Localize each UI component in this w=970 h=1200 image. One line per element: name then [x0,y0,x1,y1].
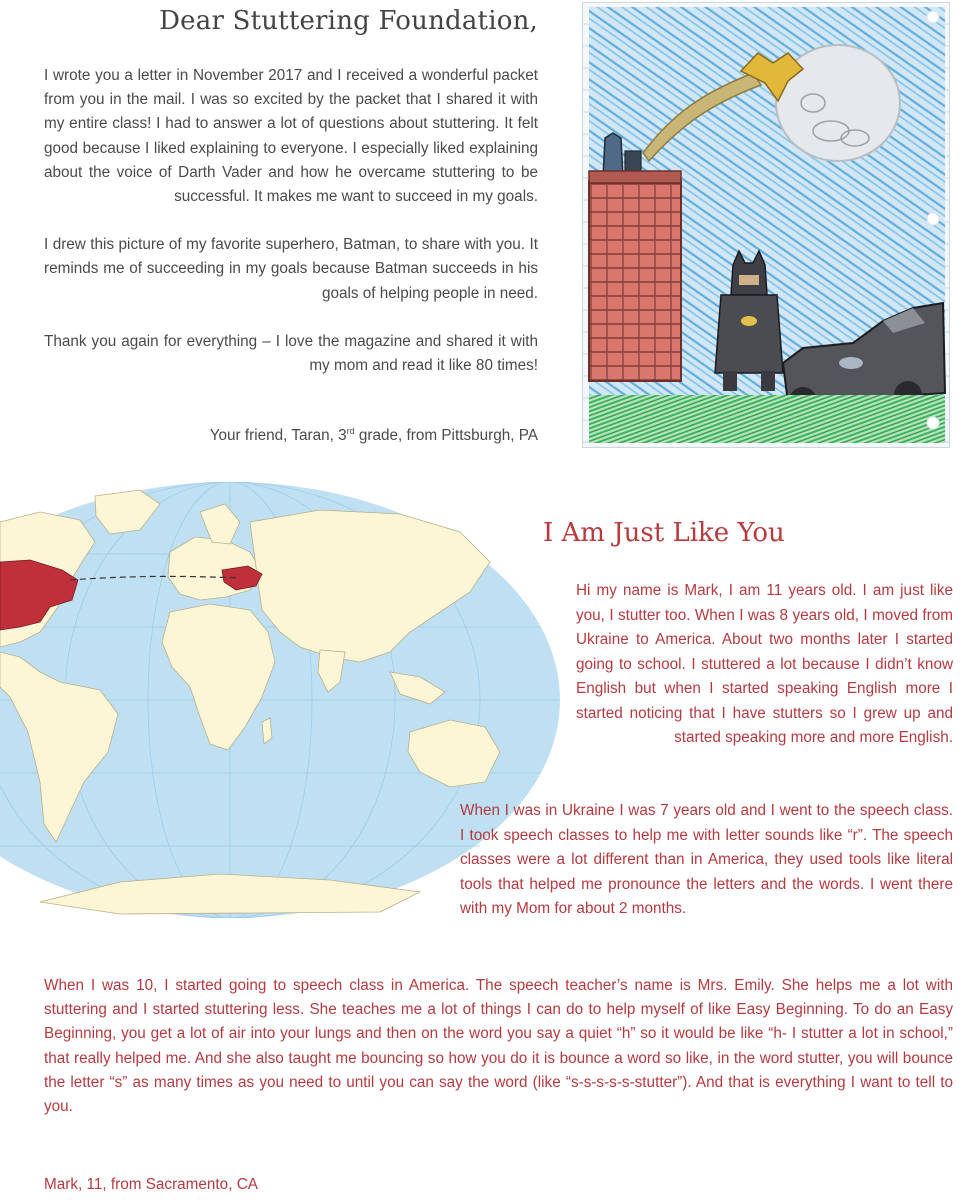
letter1-paragraph: I drew this picture of my favorite superhero, Batman, to share with you. It reminds me of succeeding in my goals because Batman succeeds in his goals of helping people in need. [44,236,538,302]
letter1-title: Dear Stuttering Foundation, [159,6,538,36]
letter1-paragraph: Thank you again for everything – I love the magazine and shared it with my mom and read it like 80 times! [44,332,538,375]
letter1-paragraph: I wrote you a letter in November 2017 and I received a wonderful packet from you in the mail. I was so excited by the packet that I shared it with my entire class! I had to answer a lot of questions about stuttering. It felt good because I liked explaining to everyone. I especially liked explaining about the voice of Darth Vader and how he overcame stuttering to be successful. It makes me want to succeed in my goals. [44,67,538,206]
letter2-paragraph: When I was in Ukraine I was 7 years old and I went to the speech class. I took speech classes to help me with letter sounds like “r”. The speech classes were a lot different than in America, they used tools like literal tools that helped me pronounce the letters and the words. I went there with my Mom for about 2 months. [460,802,953,917]
crayon-drawing-batman [582,2,950,448]
letter1-body [44,64,538,402]
letter2-paragraph: When I was 10, I started going to speech class in America. The speech teacher’s name is Mrs. Emily. She helps me a lot with stuttering and I started stuttering less. She teaches me a lot of things I can do to help myself of like Easy Beginning. To do an Easy Beginning, you get a lot of air into your lungs and then on the word you say a quiet “h” so it would be like “h- I stutter a lot in school,” that really helped me. And she also taught me bouncing so how you do it is bounce a word so like, in the word stutter, you will bounce the letter “s” as many times as you need to until you can say the word (like “s-s-s-s-s-stutter”). And that is everything I want to tell to you. [44,977,953,1116]
signature-text: Your friend, Taran, 3 [209,427,347,445]
letter2-paragraph: Hi my name is Mark, I am 11 years old. I am just like you, I stutter too. When I was 8 years old, I moved from Ukraine to America. About two months later I started going to school. I stuttered a lot because I didn’t know English but when I started speaking English more I started noticing that I have stutters so I grew up and started speaking more and more English. [576,582,953,746]
signature-text-end: grade, from Pittsburgh, PA [354,427,538,445]
signature-superscript: rd [346,426,355,436]
letter2-title: I Am Just Like You [543,518,785,548]
letter1-signature [44,426,538,445]
letter2-signature: Mark, 11, from Sacramento, CA [44,1176,258,1193]
